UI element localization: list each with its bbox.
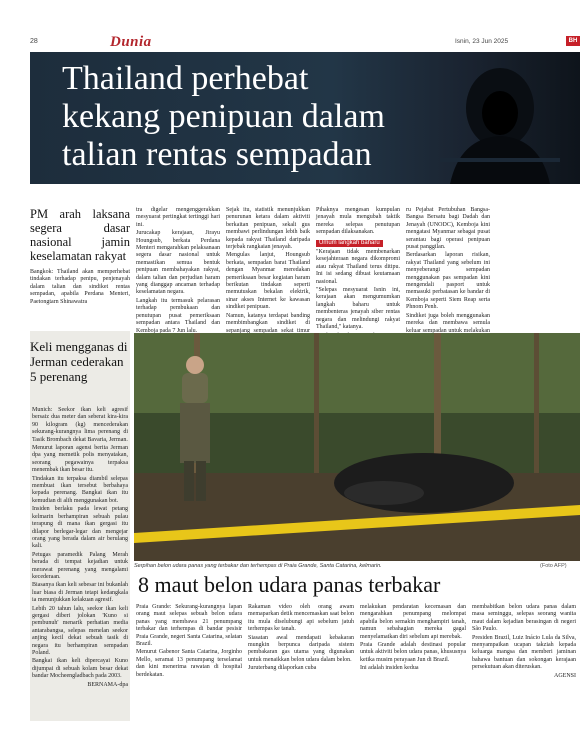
sidebar-paragraph: Biasanya ikan keli sebesar ini bukanlah luar biasa di Jerman tetapi kedangkala ia menunjukkan kelakuan agresif. [32, 582, 128, 604]
sidebar-paragraph: Munich: Seekor ikan keli agresif bersaiz dua meter dan seberat kira-kira 90 kilogram (kg) mencederakan sekurang-kurangnya lima perenang di Tasik Brombach dekat Bavaria, Jerman. [32, 407, 128, 443]
lead-column-1 [30, 207, 130, 307]
lead-paragraph: Berdasarkan laporan risikan, rakyat Thailand yang sebelum ini menyeberangi sempadan menggunakan pas sempadan kini mengendali pasport untuk memasuki perbatasan ke bandar di Kemboja seperti Siem Reap serta Phnom Penh. [406, 252, 490, 311]
story2-headline: 8 maut belon udara panas terbakar [138, 572, 441, 597]
story2-paragraph: Praia Grande: Sekurang-kurangnya lapan orang maut selepas sebuah belon udara panas yang membawa 21 penumpang terbakar dan terhempas di bandar pesisir Praia Grande, negeri Santa Catarina, selatan Brazil. [136, 604, 242, 648]
sidebar-headline: Keli mengganas di Jerman cederakan 5 perenang [30, 339, 128, 384]
story2-paragraph: Siasatan awal mendapati kebakaran mungkin berpunca daripada sistem pembakaran gas utama yang digunakan untuk menaikkan belon udara dalam belon. [248, 634, 354, 663]
story2-paragraph: melakukan pendaratan kecemasan dan mengarahkan penumpang melompat apabila belon semakin menghampiri tanah, namun sebahagian mereka gagal menyelamatkan diri sebelum api merebak. [360, 604, 466, 640]
story2-column-2 [248, 604, 354, 674]
page-number: 28 [30, 38, 38, 45]
brand-logo: BH [566, 36, 580, 46]
hooded-hacker-illustration [440, 58, 560, 184]
issue-date: Isnin, 23 Jun 2025 [455, 38, 509, 45]
story2-paragraph: Presiden Brazil, Luiz Inácio Lula da Silva, menyampaikan ucapan takziah kepada keluarga mangsa dan memberi jaminan bahawa bantuan dan sokongan kerajaan persekutuan akan diteruskan. [472, 634, 576, 671]
sidebar-paragraph: Menurut laporan agensi berita Jerman dpa yang memetik polis menyatakan, seorang pegawainya terpaksa menembak ikan besar itu. [32, 445, 128, 474]
lead-paragraph: Langkah itu termasuk pelarasan terhadap pembukaan dan penutupan pusat pemeriksaan sempadan antara Thailand dan Kemboja pada 7 Jun lalu. [136, 297, 220, 334]
lead-column-2 [136, 207, 220, 336]
lead-subhead: Umum langkah baharu [316, 240, 383, 247]
lead-paragraph: "Kerajaan tidak membenarkan kesejahteraan negara dikompromi atau rakyat Thailand terus ditipu. Ini isi sedang dibuat keutamaan nasional. [316, 249, 400, 285]
lead-paragraph: "Selepas mesyuarat Isnin ini, kerajaan akan mengumumkan langkah baharu untuk membenteras jenayah siber rentas negara dan melindungi rakyat Thailand," katanya. [316, 287, 400, 331]
lead-paragraph: Namun, katanya terdapat banding membimbangkan sindiket di sepanjang sempadan sekat timur [226, 312, 310, 334]
lead-column-4 [316, 207, 400, 341]
lead-paragraph: ru Pejabat Pertubuhan Bangsa-Bangsa Bersatu bagi Dadah dan Jenayah (UNODC), Kemboja kini mengatasi Myanmar sebagai pusat serantau bagi operasi penipuan pusat panggilan. [406, 207, 490, 251]
sidebar-paragraph: Petugas paramedik Palang Merah berada di tempat kejadian untuk merawat perenang yang mengalami kecederaan. [32, 551, 128, 580]
sidebar-body [32, 407, 128, 690]
lead-paragraph: Bangkok: Thailand akan memperhebat tindakan terhadap penipu, penjenayah dalam talian dan sindiket rentas sempadan, apabila Perdana Menteri, Paetongtarn Shinawatra [30, 269, 130, 305]
sidebar-paragraph: Lebih 20 tahun lalu, seekor ikan keli gergasi diberi jolokan 'Kuno si pembunuh' menarik perhatian media antarabangsa, selepas menelan seekor anjing kecil dekat sebuah tasik di negara itu berhampiran sempadan Poland. [32, 605, 128, 656]
lead-paragraph: Pihaknya mengesan kumpulan jenayah mula mengubah taktik mereka selepas penutupan sempadan dilaksanakan. [316, 207, 400, 236]
sidebar-paragraph: Tindakan itu terpaksa diambil selepas membuat ikan tersebut berbahaya kepada perenang. Bangkai ikan itu kemudian di alih menggunakan bot. [32, 475, 128, 504]
lead-column-3 [226, 207, 310, 343]
lead-column-5 [406, 207, 490, 352]
balloon-wreckage-photo [134, 333, 580, 561]
lead-paragraph: Sindiket juga boleh menggunakan mereka dan membawa semula keluar sempadan untuk melakukan [406, 312, 490, 334]
story2-paragraph: Praia Grande adalah destinasi popular untuk aktiviti belon udara panas, khususnya ketika musim perayaan Jun di Brazil. [360, 642, 466, 663]
story2-credit: AGENSI [554, 672, 576, 679]
story2-paragraph: membabitkan belon udara panas dalam masa seminggu, selepas seorang wanita maut dalam kejadian berasingan di negeri São Paulo. [472, 604, 576, 633]
lead-paragraph: tra digelar mengenggerakkan mesyuarat pertingkat tertinggi hari ini. [136, 207, 220, 228]
photo-credit: (Foto AFP) [540, 563, 567, 569]
photo-caption: Serpihan belon udara panas yang terbakar dan terhempas di Praia Grande, Santa Catarina, kelmarin. [134, 563, 382, 569]
story2-paragraph: Rakaman video oleh orang awam memaparkan detik mencemaskan saat belon itu mula diselubungi api sebelum jatuh terhempas ke tanah. [248, 604, 354, 633]
lead-paragraph: Mengulas lanjut, Houngsub berkata, sempadan barat Thailand dengan Myanmar meredakan pemeriksaan besar kegiatan haram berikutan tindakan seperti memutuskan bekalan elektrik, sinar akses Internet ke kawasan sindiket penipuan. [226, 252, 310, 311]
story2-column-3 [360, 604, 466, 674]
section-title: Dunia [110, 34, 152, 50]
story2-column-4 [472, 604, 576, 681]
lead-paragraph: Jurucakap kerajaan, Jirayu Houngsub, berkata Perdana Menteri mengarahkan pelaksanaan segera dasar nasional untuk memastikan semua bentuk penipuan membahayakan rakyat, dalam talian dan perjudian haram yang dianggap ancaman terhadap keselamatan negara. [136, 230, 220, 296]
story2-paragraph: Juruterbang dilaporkan cuba [248, 665, 317, 672]
story2-paragraph: Menurut Gabenor Santa Catarina, Jorginho Mello, seramai 13 penumpang terselamat dan kini menerima rawatan di hospital berdekatan. [136, 649, 242, 678]
lead-paragraph: Sejak itu, statistik menunjukkan penurunan ketara dalam aktiviti berkaitan penipuan, sekali gus membawi perlindungan lebih baik kepada rakyat Thailand daripada terjebak rangkaian jenayah. [226, 207, 310, 251]
wreckage-scene-illustration [134, 333, 580, 561]
lead-headline: Thailand perhebat kekang penipuan dalam talian rentas sempadan [62, 60, 385, 173]
sidebar-story [30, 331, 130, 721]
sidebar-credit: BERNAMA-dpa [87, 681, 128, 688]
lead-headline-banner [30, 52, 580, 184]
story2-column-1 [136, 604, 242, 680]
sidebar-paragraph: Insiden berlaku pada lewat petang kelmarin berhampiran sebuah pulau terapung di mana ikan gergasi itu dilapor berlegar-legar dan mengejar orang yang berada dalam air berulang kali. [32, 506, 128, 550]
sidebar-paragraph: Bangkai ikan keli dipercayai Kuno dijumpai di sebuah kolam besar dekat bandar Mocheengladbach pada 2003. [32, 658, 128, 680]
story2-paragraph: Ini adalah insiden kedua [360, 665, 419, 672]
lead-deck: PM arah laksana segera dasar nasional jamin keselamatan rakyat [30, 207, 130, 263]
